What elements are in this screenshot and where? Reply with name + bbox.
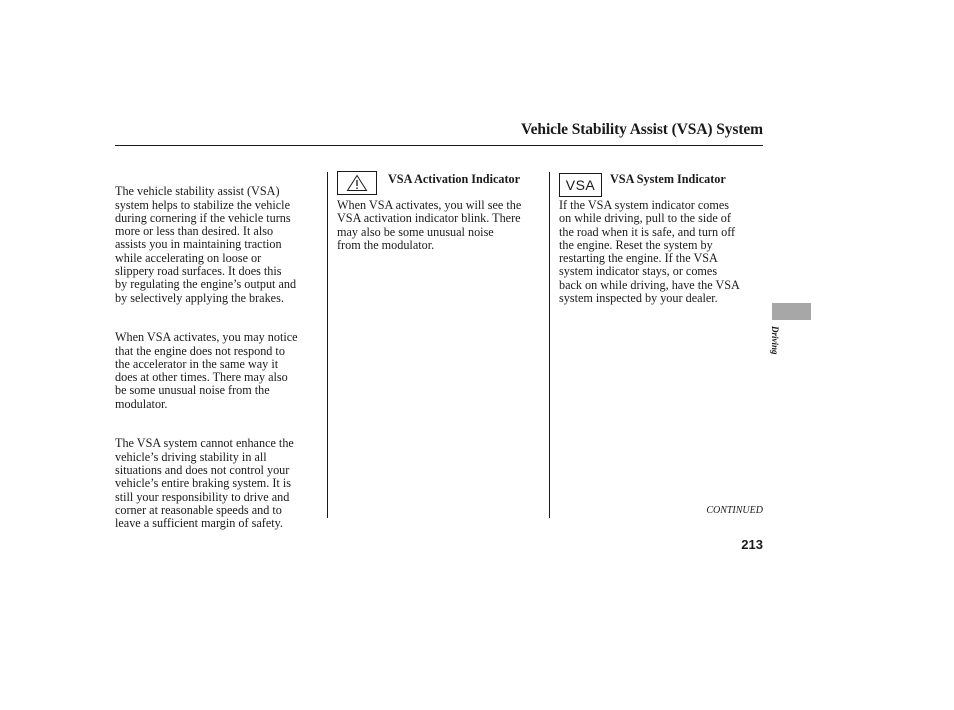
vsa-system-body: If the VSA system indicator comes on while driving, pull to the side of the road when it is safe, and turn off the engine. Reset the system by restarting the engine. If the VSA system indicator stays, or comes back on while driving, have the VSA system inspected by your dealer. [559,198,740,306]
vsa-activation-indicator-icon [337,171,377,195]
vsa-activation-body: When VSA activates, you will see the VSA activation indicator blink. There may also be some unusual noise from the modulator. [337,198,522,252]
activation-paragraph: When VSA activates, you may notice that the engine does not respond to the accelerator in the same way it does at other times. There may also be some unusual noise from the modulator. [115,330,298,411]
column-divider-right [549,172,550,518]
warning-triangle-icon [346,174,368,192]
continued-label: CONTINUED [706,505,763,516]
column-divider-left [327,172,328,518]
vsa-system-indicator-icon: VSA [559,173,602,197]
page-title: Vehicle Stability Assist (VSA) System [520,121,763,138]
left-column [115,172,325,557]
page-number: 213 [741,537,763,552]
section-tab-label: Driving [770,326,780,355]
vsa-activation-heading: VSA Activation Indicator [388,172,521,186]
responsibility-paragraph: The VSA system cannot enhance the vehicle’s driving stability in all situations and does not control your vehicle’s entire braking system. It is still your responsibility to drive and corner at reasonable speeds and to leave a sufficient margin of safety. [115,436,294,531]
vsa-system-heading: VSA System Indicator [610,172,726,186]
title-divider [115,145,763,146]
section-tab [772,303,811,320]
intro-paragraph: The vehicle stability assist (VSA) system helps to stabilize the vehicle during cornering if the vehicle turns more or less than desired. It also assists you in maintaining traction while accelerating on loose or slippery road surfaces. It does this by regulating the engine’s output and by selectively applying the brakes. [115,184,297,305]
